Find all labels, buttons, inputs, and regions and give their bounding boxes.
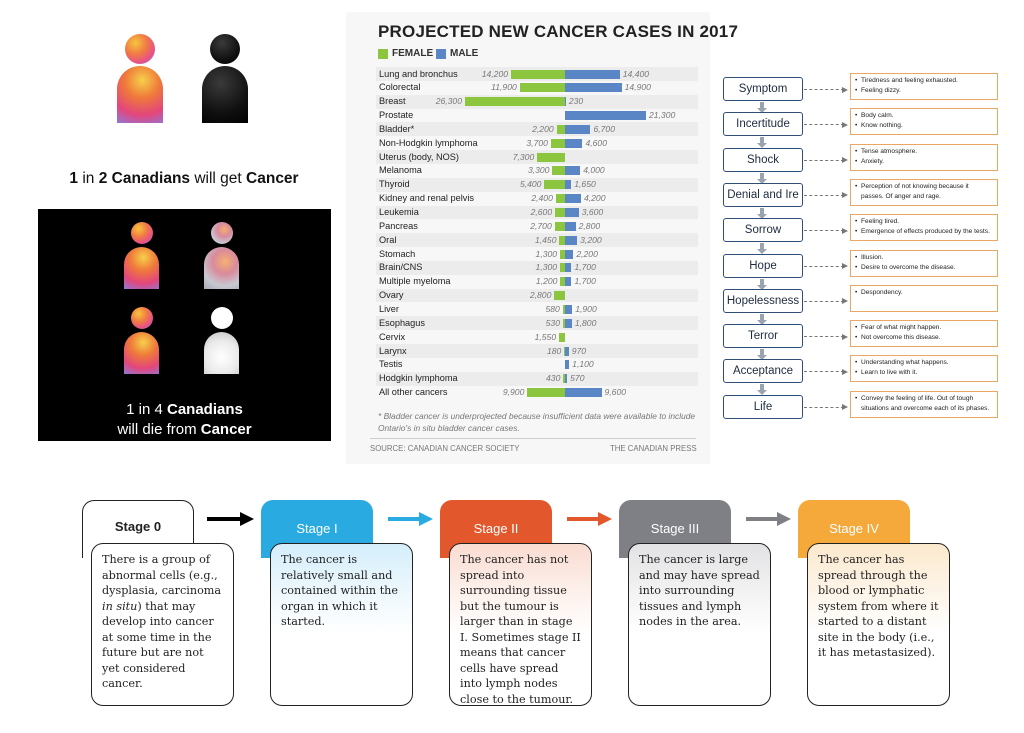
stage-4-card: The cancer has spread through the blood or lymphatic system from where it started to a distant site in the body (i.e., it has metastasized). — [807, 543, 950, 706]
emotion-note-box — [850, 214, 998, 241]
emotion-dashed-arrow-tip — [842, 298, 848, 304]
legend-female-swatch — [378, 49, 388, 59]
chart-value-label-female: 3,300 — [527, 165, 550, 176]
chart-bar-male — [565, 277, 571, 286]
chart-value-label-female: 14,200 — [481, 68, 509, 79]
emotion-dashed-arrow — [804, 89, 844, 90]
chart-value-label-female: 1,300 — [535, 248, 558, 259]
emotion-note-item: • Convey the feeling of life. Out of tough situations and overcome each of its phases. — [855, 394, 993, 414]
emotion-dashed-arrow-tip — [842, 334, 848, 340]
chart-bar-male — [565, 111, 646, 120]
chart-value-label-male: 6,700 — [593, 123, 615, 134]
stage-arrow-2 — [567, 512, 612, 526]
person-figure-body — [204, 247, 239, 289]
chart-bar-male — [565, 374, 567, 383]
stage-2-title: Stage II — [473, 521, 519, 536]
chart-category-label: Colorectal — [379, 82, 421, 93]
chart-bar-male — [565, 305, 572, 314]
emotion-dashed-arrow-tip — [842, 404, 848, 410]
person-figure-body — [204, 332, 239, 374]
chart-category-label: Breast — [379, 96, 406, 107]
emotion-stage-box: Denial and Ire — [723, 183, 803, 207]
chart-title: PROJECTED NEW CANCER CASES IN 2017 — [378, 22, 739, 41]
chart-category-label: Thyroid — [379, 179, 410, 190]
person-figure-body — [124, 247, 159, 289]
chart-bar-male — [565, 97, 566, 106]
chart-value-label-male: 14,400 — [622, 68, 650, 79]
chart-bar-male — [565, 222, 576, 231]
chart-category-label: Cervix — [379, 331, 406, 342]
legend-male-swatch — [436, 49, 446, 59]
emotion-note-item: • Desire to overcome the disease. — [855, 263, 993, 273]
emotion-dashed-arrow-tip — [842, 192, 848, 198]
chart-bar-female — [554, 291, 565, 300]
chart-category-label: Testis — [379, 359, 403, 370]
chart-value-label-female: 11,900 — [491, 82, 517, 93]
chart-value-label-female: 2,400 — [531, 193, 553, 204]
emotion-note-item: • Tense atmosphere. — [855, 147, 993, 157]
chart-value-label-female: 2,800 — [529, 290, 552, 301]
chart-value-label-female: 530 — [545, 317, 560, 328]
stage-arrow-0 — [207, 512, 254, 526]
chart-value-label-female: 2,200 — [532, 123, 554, 134]
emotion-note-item: • Anxiety. — [855, 157, 993, 167]
chart-bar-male — [565, 83, 622, 92]
chart-bar-male — [565, 263, 571, 272]
chart-value-label-female: 2,700 — [530, 220, 552, 231]
chart-value-label-male: 1,700 — [574, 262, 596, 273]
chart-bar-female — [465, 97, 565, 106]
chart-bar-female — [511, 70, 565, 79]
emotion-stage-box: Incertitude — [723, 112, 803, 136]
chart-value-label-male: 2,800 — [578, 220, 601, 231]
emotion-dashed-arrow-tip — [842, 263, 848, 269]
stage-arrows — [0, 505, 1024, 535]
person-figure-body — [202, 66, 248, 123]
chart-value-label-male: 1,650 — [574, 179, 596, 190]
chart-source: SOURCE: CANADIAN CANCER SOCIETY — [370, 444, 520, 453]
emotion-note-item: • Know nothing. — [855, 121, 993, 131]
emotion-note-item: • Feeling dizzy. — [855, 86, 993, 96]
chart-bar-male — [565, 319, 572, 328]
chart-value-label-female: 180 — [546, 345, 562, 356]
chart-bar-female — [552, 166, 565, 175]
emotion-dashed-arrow — [804, 371, 844, 372]
emotion-note-item: • Perception of not knowing because it passes. Of anger and rage. — [855, 182, 993, 202]
person-figure-head — [125, 34, 155, 64]
stage-2-card: The cancer has not spread into surrounding tissue but the tumour is larger than in stage I. Sometimes stage II means that cancer cells have spread into lymph nodes close to the tumour. — [449, 543, 592, 706]
person-figure-head — [131, 307, 153, 329]
emotion-note-box — [850, 144, 998, 171]
chart-value-label-female: 1,550 — [534, 331, 557, 342]
chart-value-label-male: 1,900 — [575, 303, 597, 314]
emotion-dashed-arrow-tip — [842, 122, 848, 128]
chart-bar-female — [520, 83, 565, 92]
emotion-stage-box: Sorrow — [723, 218, 803, 242]
chart-value-label-female: 580 — [545, 303, 560, 314]
chart-bar-female — [551, 139, 565, 148]
chart-value-label-female: 1,200 — [535, 276, 558, 287]
emotion-dashed-arrow — [804, 124, 844, 125]
person-figure-head — [210, 34, 240, 64]
stat-get-cancer: 1 in 2 Canadians will get Cancer — [69, 170, 299, 187]
emotion-note-box — [850, 179, 998, 206]
person-figure-head — [211, 222, 233, 244]
chart-value-label-male: 230 — [568, 96, 584, 107]
chart-category-label: Oral — [379, 234, 397, 245]
chart-category-label: Hodgkin lymphoma — [379, 373, 458, 384]
stage-4-title: Stage IV — [829, 521, 879, 536]
chart-value-label-male: 570 — [570, 373, 585, 384]
chart-credit: THE CANADIAN PRESS — [610, 444, 697, 453]
emotion-dashed-arrow-tip — [842, 157, 848, 163]
chart-bar-female — [537, 153, 565, 162]
stage-1-title: Stage I — [296, 521, 338, 536]
chart-bar-female — [544, 180, 565, 189]
chart-bar-male — [565, 194, 581, 203]
emotion-note-box — [850, 250, 998, 277]
chart-bar-male — [565, 180, 571, 189]
chart-value-label-male: 1,700 — [574, 276, 596, 287]
emotion-dashed-arrow-tip — [842, 228, 848, 234]
chart-bar-female — [555, 222, 565, 231]
chart-bar-male — [565, 166, 580, 175]
chart-bar-male — [565, 125, 590, 134]
chart-bar-male — [565, 208, 579, 217]
chart-value-label-male: 21,300 — [648, 110, 676, 121]
chart-category-label: Ovary — [379, 290, 404, 301]
chart-bar-male — [565, 250, 573, 259]
chart-bar-male — [565, 347, 569, 356]
chart-value-label-female: 7,300 — [512, 151, 535, 162]
stage-3-title: Stage III — [650, 521, 700, 536]
chart-value-label-female: 5,400 — [519, 179, 542, 190]
chart-category-label: Lung and bronchus — [379, 68, 458, 79]
emotion-note-box — [850, 108, 998, 135]
legend-female-label: FEMALE — [392, 48, 434, 59]
emotion-note-box — [850, 73, 998, 100]
stage-arrow-3 — [746, 512, 791, 526]
person-figure-head — [211, 307, 233, 329]
chart-row-band — [376, 344, 698, 358]
chart-category-label: Bladder* — [379, 123, 415, 134]
emotion-note-box — [850, 391, 998, 418]
chart-bar-male — [565, 360, 569, 369]
chart-category-label: Uterus (body, NOS) — [379, 151, 459, 162]
legend-male-label: MALE — [450, 48, 479, 59]
chart-value-label-male: 2,200 — [576, 248, 598, 259]
emotion-note-item: • Illusion. — [855, 253, 993, 263]
person-figure-body — [117, 66, 163, 123]
emotion-note-item: • Not overcome this disease. — [855, 333, 993, 343]
emotion-stage-box: Terror — [723, 324, 803, 348]
person-figure-body — [124, 332, 159, 374]
emotion-note-item: • Tiredness and feeling exhausted. — [855, 76, 993, 86]
chart-category-label: Brain/CNS — [379, 262, 423, 273]
chart-category-label: Pancreas — [379, 220, 418, 231]
stage-1-card: The cancer is relatively small and contained within the organ in which it started. — [270, 543, 413, 706]
emotion-stage-box: Symptom — [723, 77, 803, 101]
chart-category-label: Non-Hodgkin lymphoma — [379, 137, 478, 148]
emotion-stage-box: Life — [723, 395, 803, 419]
chart-bar-female — [557, 125, 565, 134]
emotion-dashed-arrow — [804, 230, 844, 231]
stat-die-from-cancer: 1 in 4 Canadians will die from Cancer — [117, 401, 252, 438]
emotion-stage-box: Hopelessness — [723, 289, 803, 313]
emotion-dashed-arrow-tip — [842, 369, 848, 375]
chart-value-label-male: 4,200 — [583, 193, 606, 204]
emotion-note-item: • Emergence of effects produced by the tests. — [855, 227, 993, 237]
emotion-dashed-arrow — [804, 160, 844, 161]
emotion-dashed-arrow — [804, 336, 844, 337]
emotion-note-item: • Despondency. — [855, 288, 993, 298]
chart-category-label: Melanoma — [379, 165, 422, 176]
chart-value-label-male: 3,600 — [581, 207, 604, 217]
chart-value-label-male: 1,800 — [574, 317, 597, 328]
chart-bar-male — [565, 236, 577, 245]
emotion-dashed-arrow — [804, 195, 844, 196]
emotion-stage-box: Shock — [723, 148, 803, 172]
person-figure-head — [131, 222, 153, 244]
chart-value-label-male: 4,000 — [583, 165, 605, 176]
chart-category-label: Esophagus — [379, 317, 425, 328]
chart-value-label-female: 26,300 — [435, 96, 462, 107]
emotion-dashed-arrow-tip — [842, 87, 848, 93]
stage-0-title: Stage 0 — [114, 519, 162, 534]
chart-bar-female — [555, 208, 565, 217]
chart-bar-male — [565, 139, 582, 148]
chart-bar-male — [565, 70, 620, 79]
chart-category-label: Multiple myeloma — [379, 276, 451, 287]
chart-value-label-female: 9,900 — [502, 387, 525, 398]
chart-category-label: Kidney and renal pelvis — [379, 193, 474, 204]
chart-category-label: Leukemia — [379, 207, 419, 217]
chart-value-label-female: 3,700 — [526, 137, 548, 148]
chart-divider — [370, 438, 696, 439]
stage-0-card: There is a group of abnormal cells (e.g., dysplasia, carcinoma in situ) that may develop into cancer at some time in the future but are not yet considered cancer. — [91, 543, 234, 706]
chart-category-label: Larynx — [379, 345, 407, 356]
emotion-note-box — [850, 285, 998, 312]
chart-category-label: Prostate — [379, 110, 414, 121]
emotion-note-item: • Learn to live with it. — [855, 368, 993, 378]
chart-bar-female — [556, 194, 565, 203]
chart-value-label-male: 4,600 — [585, 137, 607, 148]
chart-value-label-male: 9,600 — [604, 387, 627, 398]
chart-value-label-female: 2,600 — [530, 207, 553, 217]
chart-value-label-female: 430 — [546, 373, 561, 384]
chart-value-label-female: 1,300 — [535, 262, 558, 273]
chart-bar-female — [559, 333, 565, 342]
chart-footnote: * Bladder cancer is underprojected because insufficient data were available to include Ontario's in situ bladder cancer cases. — [378, 411, 696, 433]
emotion-dashed-arrow — [804, 301, 844, 302]
chart-value-label-male: 970 — [571, 345, 587, 356]
chart-value-label-male: 14,900 — [624, 82, 651, 93]
emotion-note-item: • Fear of what might happen. — [855, 323, 993, 333]
emotion-note-item: • Body calm. — [855, 111, 993, 121]
emotion-note-box — [850, 320, 998, 347]
emotion-note-box — [850, 355, 998, 382]
chart-category-label: Stomach — [379, 248, 416, 259]
emotion-stage-box: Hope — [723, 254, 803, 278]
chart-bar-male — [565, 388, 602, 397]
emotion-stage-box: Acceptance — [723, 359, 803, 383]
emotion-dashed-arrow — [804, 266, 844, 267]
chart-value-label-male: 3,200 — [580, 234, 602, 245]
emotion-note-item: • Feeling tired. — [855, 217, 993, 227]
chart-category-label: All other cancers — [379, 387, 448, 398]
chart-value-label-male: 1,100 — [572, 359, 594, 370]
stage-arrow-1 — [388, 512, 433, 526]
chart-value-label-female: 1,450 — [534, 234, 557, 245]
stage-3-card: The cancer is large and may have spread into surrounding tissues and lymph nodes in the area. — [628, 543, 771, 706]
emotion-note-item: • Understanding what happens. — [855, 358, 993, 368]
chart-bar-female — [527, 388, 565, 397]
emotion-dashed-arrow — [804, 407, 844, 408]
chart-category-label: Liver — [379, 303, 399, 314]
